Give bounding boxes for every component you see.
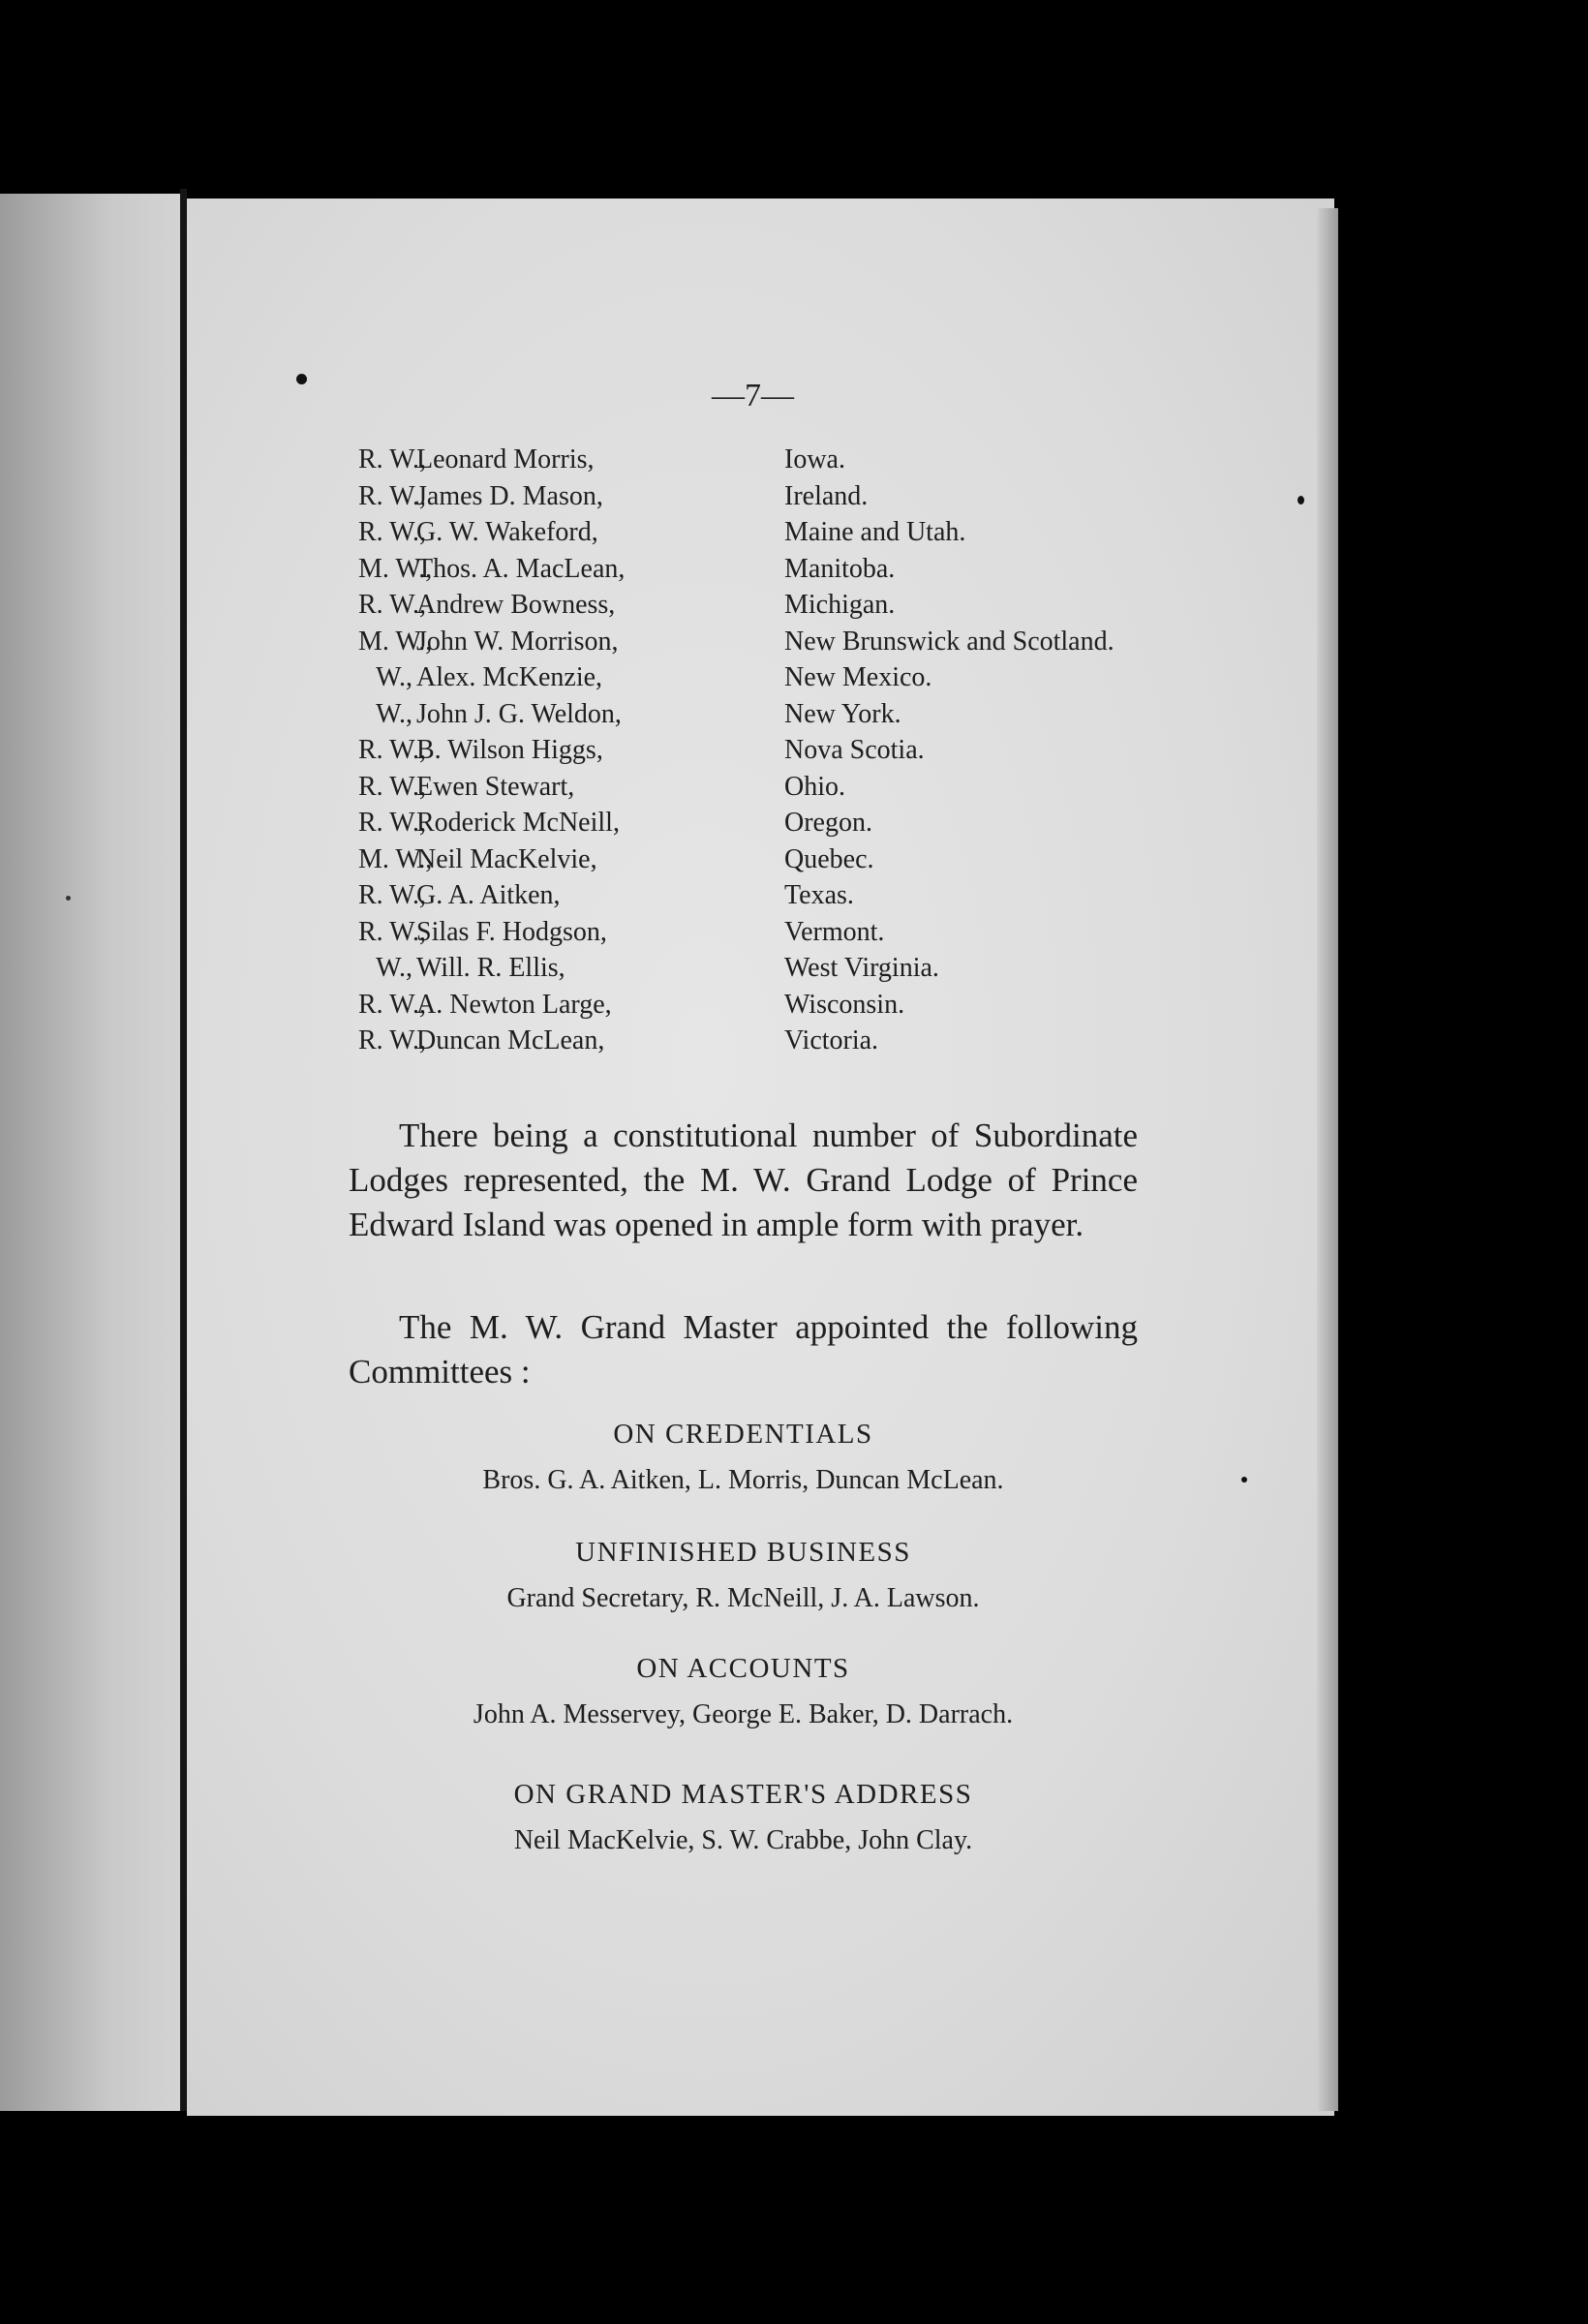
- rank: R. W.,: [358, 1025, 427, 1055]
- representative-name: Andrew Bowness,: [416, 590, 616, 620]
- page-edge-shadow: [1317, 208, 1338, 2111]
- committee-members: Neil MacKelvie, S. W. Crabbe, John Clay.: [513, 1825, 973, 1855]
- representative-name: Duncan McLean,: [416, 1025, 605, 1055]
- jurisdiction: Quebec.: [784, 843, 874, 874]
- rank: W.,: [376, 953, 412, 983]
- paragraph-text: The M. W. Grand Master appointed the following Committees :: [349, 1308, 1138, 1391]
- rank: R. W.,: [358, 444, 427, 474]
- scan-speck: [66, 896, 71, 901]
- representatives-list: [358, 442, 1172, 1059]
- jurisdiction: West Virginia.: [784, 953, 939, 983]
- committee-unfinished-business: [349, 1532, 1138, 1619]
- list-item: [358, 732, 1172, 769]
- list-item: [358, 769, 1172, 806]
- representative-name: Leonard Morris,: [416, 444, 595, 474]
- committee-accounts: [349, 1648, 1138, 1735]
- rank: R. W.,: [358, 989, 427, 1020]
- list-item: [358, 587, 1172, 624]
- scan-speck: [296, 374, 307, 384]
- list-item: [358, 442, 1172, 478]
- list-item: [358, 950, 1172, 987]
- list-item: [358, 914, 1172, 951]
- list-item: [358, 514, 1172, 551]
- representative-name: A. Newton Large,: [416, 989, 612, 1020]
- list-item: [358, 987, 1172, 1024]
- committee-grand-masters-address: [349, 1774, 1138, 1861]
- representative-name: Thos. A. MacLean,: [416, 553, 626, 584]
- representative-name: Alex. McKenzie,: [416, 662, 603, 692]
- list-item: [358, 551, 1172, 588]
- rank: R. W.,: [358, 735, 427, 765]
- rank: R. W.,: [358, 517, 427, 547]
- representative-name: B. Wilson Higgs,: [416, 735, 603, 765]
- representative-name: James D. Mason,: [416, 480, 603, 511]
- jurisdiction: New York.: [784, 698, 901, 729]
- rank: R. W.,: [358, 916, 427, 947]
- jurisdiction: Vermont.: [784, 916, 885, 947]
- rank: R. W.,: [358, 808, 427, 838]
- representative-name: Roderick McNeill,: [416, 808, 620, 838]
- page-number: —7—: [712, 378, 794, 413]
- jurisdiction: Oregon.: [784, 808, 872, 838]
- rank: R. W.,: [358, 880, 427, 910]
- opening-paragraph: [349, 1114, 1138, 1247]
- rank: M. W.,: [358, 626, 433, 657]
- jurisdiction: Texas.: [784, 880, 854, 910]
- rank: M. W.,: [358, 843, 433, 874]
- jurisdiction: Manitoba.: [784, 553, 896, 584]
- jurisdiction: New Brunswick and Scotland.: [784, 626, 1115, 657]
- committee-title: UNFINISHED BUSINESS: [575, 1537, 911, 1568]
- rank: M. W.,: [358, 553, 433, 584]
- list-item: [358, 841, 1172, 878]
- binding-line: [180, 189, 187, 2111]
- rank: R. W.,: [358, 771, 427, 802]
- representative-name: Neil MacKelvie,: [416, 843, 597, 874]
- jurisdiction: Victoria.: [784, 1025, 879, 1055]
- jurisdiction: Maine and Utah.: [784, 517, 966, 547]
- rank: R. W.,: [358, 590, 427, 620]
- representative-name: G. W. Wakeford,: [416, 517, 598, 547]
- committee-title: ON ACCOUNTS: [636, 1653, 850, 1684]
- list-item: [358, 478, 1172, 515]
- rank: R. W.,: [358, 480, 427, 511]
- representative-name: John W. Morrison,: [416, 626, 619, 657]
- paragraph-text: There being a constitutional number of Subordinate Lodges represented, the M. W. Grand Lodge of Prince Edward Island was opened in ample form with prayer.: [349, 1116, 1138, 1243]
- list-item: [358, 624, 1172, 660]
- scan-speck: [1241, 1477, 1247, 1483]
- jurisdiction: Michigan.: [784, 590, 896, 620]
- committees-intro-paragraph: [349, 1305, 1138, 1394]
- list-item: [358, 805, 1172, 841]
- scan-speck: [1298, 496, 1304, 505]
- jurisdiction: Ohio.: [784, 771, 845, 802]
- rank: W.,: [376, 662, 412, 692]
- representative-name: John J. G. Weldon,: [416, 698, 622, 729]
- representative-name: G. A. Aitken,: [416, 880, 561, 910]
- committee-title: ON GRAND MASTER'S ADDRESS: [513, 1779, 973, 1810]
- rank: W.,: [376, 698, 412, 729]
- committee-members: John A. Messervey, George E. Baker, D. Darrach.: [473, 1699, 1014, 1729]
- jurisdiction: Nova Scotia.: [784, 735, 925, 765]
- jurisdiction: Iowa.: [784, 444, 845, 474]
- committee-members: Grand Secretary, R. McNeill, J. A. Lawson.: [506, 1583, 980, 1613]
- representative-name: Will. R. Ellis,: [416, 953, 565, 983]
- list-item: [358, 696, 1172, 733]
- jurisdiction: New Mexico.: [784, 662, 932, 692]
- committee-title: ON CREDENTIALS: [613, 1419, 873, 1450]
- list-item: [358, 877, 1172, 914]
- list-item: [358, 1023, 1172, 1059]
- jurisdiction: Ireland.: [784, 480, 869, 511]
- jurisdiction: Wisconsin.: [784, 989, 905, 1020]
- committee-credentials: [349, 1414, 1138, 1501]
- list-item: [358, 659, 1172, 696]
- committee-members: Bros. G. A. Aitken, L. Morris, Duncan McLean.: [482, 1465, 1004, 1495]
- representative-name: Silas F. Hodgson,: [416, 916, 607, 947]
- representative-name: Ewen Stewart,: [416, 771, 575, 802]
- facing-page: [0, 194, 184, 2111]
